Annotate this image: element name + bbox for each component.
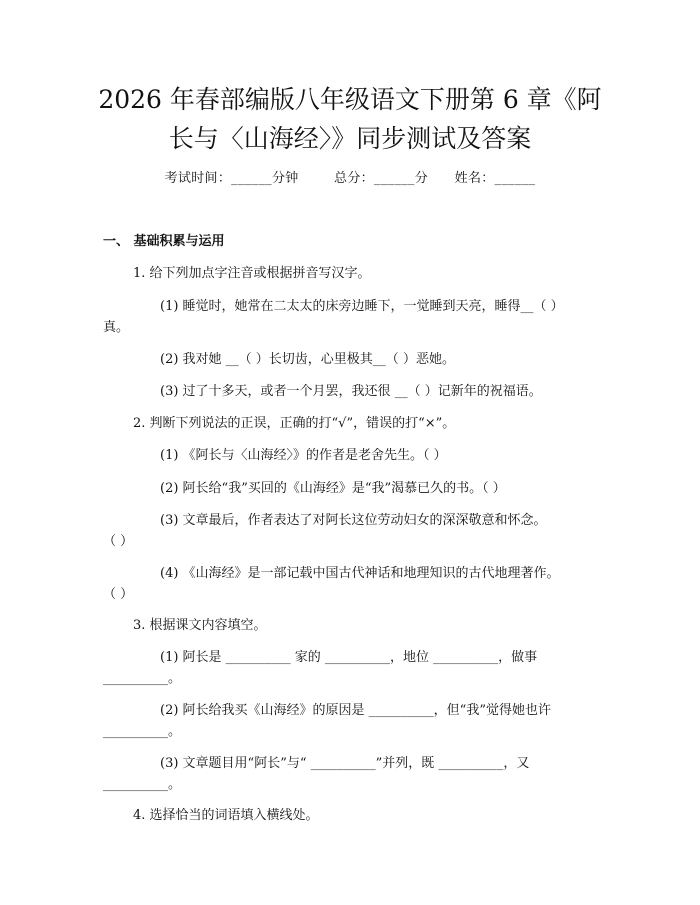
exam-score: 总分：______分 (334, 171, 429, 186)
question-4-stem: 4. 选择恰当的词语填入横线处。 (133, 808, 319, 823)
question-1-item-1-continuation: 真。 (103, 320, 130, 335)
document-title-line-2: 长与〈山海经〉》同步测试及答案 (168, 124, 532, 153)
question-1-item-2: (2) 我对她 __（ ）长切齿，心里极其__（ ）恶她。 (160, 352, 455, 367)
question-2-item-3-continuation: （ ） (103, 534, 134, 549)
question-3-item-2-continuation: __________。 (103, 724, 182, 739)
question-2-item-4-continuation: （ ） (103, 587, 134, 602)
question-3-item-2: (2) 阿长给我买《山海经》的原因是 __________，但“我”觉得她也许 (160, 703, 551, 718)
question-2-item-3: (3) 文章最后，作者表达了对阿长这位劳动妇女的深深敬意和怀念。 (160, 513, 547, 528)
section-heading: 一、 基础积累与运用 (103, 234, 225, 249)
question-3-stem: 3. 根据课文内容填空。 (133, 618, 267, 633)
exam-name: 姓名：______ (454, 171, 536, 186)
question-2-item-1: (1) 《阿长与〈山海经〉》的作者是老舍先生。（ ） (160, 448, 447, 463)
question-3-item-1: (1) 阿长是 __________ 家的 __________，地位 __________，做事 (160, 650, 538, 665)
question-2-stem: 2. 判断下列说法的正误，正确的打“√”，错误的打“×”。 (133, 416, 456, 431)
question-2-item-2: (2) 阿长给“我”买回的《山海经》是“我”渴慕已久的书。（ ） (160, 481, 506, 496)
exam-info (0, 167, 700, 186)
question-3-item-3: (3) 文章题目用“阿长”与“ __________”并列，既 __________，又 (160, 756, 530, 771)
document-title-line-1: 2026 年春部编版八年级语文下册第 6 章《阿 (98, 85, 602, 114)
question-3-item-3-continuation: __________。 (103, 777, 182, 792)
question-2-item-4: (4) 《山海经》是一部记载中国古代神话和地理知识的古代地理著作。 (160, 566, 560, 581)
question-1-item-3: (3) 过了十多天，或者一个月罢，我还很 __（ ）记新年的祝福语。 (160, 384, 542, 399)
question-1-item-1: (1) 睡觉时，她常在二太太的床旁边睡下，一觉睡到天亮，睡得__（ ） (160, 299, 564, 314)
exam-time: 考试时间：______分钟 (164, 171, 299, 186)
question-1-stem: 1. 给下列加点字注音或根据拼音写汉字。 (133, 266, 371, 281)
question-3-item-1-continuation: __________。 (103, 671, 182, 686)
